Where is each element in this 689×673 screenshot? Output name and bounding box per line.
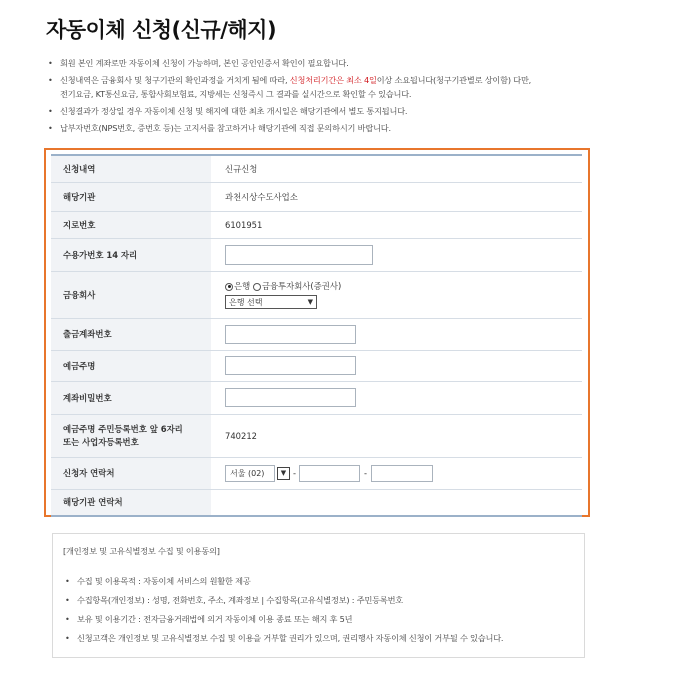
form-row-password [51, 381, 582, 414]
list-item [63, 575, 503, 594]
application-form [51, 154, 582, 517]
bullet: • [65, 576, 70, 586]
field-label: 금융회사 [51, 271, 211, 318]
form-row-holder [51, 350, 582, 381]
notice-text: 신청내역은 금융회사 및 청구기관의 확인과정을 거치게 됨에 따라, [60, 75, 290, 85]
form-row-customer [51, 238, 582, 271]
chevron-down-icon: ▼ [280, 468, 287, 477]
bank-select[interactable] [225, 295, 317, 309]
privacy-item-text: 신청고객은 개인정보 및 고유식별정보 수집 및 이용을 거부할 권리가 있으며, 권리행사 자동이체 신청이 거부될 수 있습니다. [77, 633, 504, 643]
field-label: 해당기관 [51, 182, 211, 211]
bank-select-value: 은행 선택 [229, 297, 263, 307]
field-cell [211, 457, 582, 489]
phone-middle-input[interactable] [299, 465, 360, 482]
notice-item [48, 104, 648, 118]
notice-text: 납부자번호(NPS번호, 증번호 등)는 고지서를 참고하거나 해당기관에 직접 문의하시기 바랍니다. [60, 123, 391, 133]
radio-securities-label[interactable]: 금융투자회사(증권사) [261, 281, 342, 291]
phone-last-input[interactable] [371, 465, 433, 482]
bullet: • [48, 75, 53, 85]
form-row-agency [51, 182, 582, 211]
privacy-item-text: 보유 및 이용기간 : 전자금융거래법에 의거 자동이체 이용 종료 또는 해지 후 5년 [77, 614, 353, 624]
page-title: 자동이체 신청(신규/해지) [46, 18, 277, 42]
id-number-value: 740212 [211, 414, 582, 457]
notice-item [48, 73, 648, 101]
field-cell [211, 381, 582, 414]
field-cell [211, 271, 582, 318]
privacy-title: [개인정보 및 고유식별정보 수집 및 이용동의] [63, 546, 220, 556]
list-item [63, 594, 503, 613]
privacy-item-text: 수집 및 이용목적 : 자동이체 서비스의 원활한 제공 [77, 576, 251, 586]
list-item [63, 632, 503, 651]
account-holder-input[interactable] [225, 356, 356, 375]
field-cell [211, 238, 582, 271]
giro-number-value: 6101951 [211, 211, 582, 238]
field-label: 출금계좌번호 [51, 318, 211, 350]
field-cell [211, 318, 582, 350]
agency-value: 과천시상수도사업소 [211, 182, 582, 211]
radio-bank[interactable] [225, 283, 233, 291]
list-item [63, 613, 503, 632]
notice-text: 전기요금, KT통신요금, 통합사회보험료, 지방세는 신청즉시 그 결과를 실시간으로 확인할 수 있습니다. [60, 89, 412, 99]
bullet: • [65, 633, 70, 643]
form-row-finance [51, 271, 582, 318]
field-label: 지로번호 [51, 211, 211, 238]
bullet: • [48, 123, 53, 133]
area-code-value: 서울 (02) [230, 468, 265, 478]
chevron-down-icon: ▼ [307, 298, 313, 306]
notice-text: 회원 본인 계좌로만 자동이체 신청이 가능하며, 본인 공인인증서 확인이 필요합니다. [60, 58, 349, 68]
form-row-account [51, 318, 582, 350]
field-label [51, 414, 211, 457]
field-label-line: 예금주명 주민등록번호 앞 6자리 [63, 423, 183, 434]
radio-securities[interactable] [253, 283, 261, 291]
notice-list [48, 56, 648, 138]
privacy-item-text: 수집항목(개인정보) : 성명, 전화번호, 주소, 계좌정보 | 수집항목(고유식별정보) : 주민등록번호 [77, 595, 404, 605]
application-type-value: 신규신청 [211, 155, 582, 182]
area-code-select[interactable] [225, 465, 275, 482]
customer-number-input[interactable] [225, 245, 373, 265]
notice-text: 신청결과가 정상일 경우 자동이체 신청 및 해지에 대한 최초 개시일은 해당기관에서 별도 통지됩니다. [60, 106, 408, 116]
agency-contact-value [211, 489, 582, 516]
account-number-input[interactable] [225, 325, 356, 344]
field-label: 신청자 연락처 [51, 457, 211, 489]
separator: - [364, 468, 368, 478]
bullet: • [48, 58, 53, 68]
notice-item [48, 56, 648, 70]
privacy-list [63, 575, 503, 651]
form-row-phone [51, 457, 582, 489]
form-row-idnum [51, 414, 582, 457]
area-code-dropdown-button[interactable] [277, 467, 290, 480]
bullet: • [48, 106, 53, 116]
form-row-type [51, 155, 582, 182]
field-label-line: 또는 사업자등록번호 [63, 436, 139, 447]
separator: - [293, 468, 297, 478]
field-label: 신청내역 [51, 155, 211, 182]
notice-text: 이상 소요됩니다(청구기관별로 상이함) 다만, [376, 75, 532, 85]
field-label: 계좌비밀번호 [51, 381, 211, 414]
privacy-consent-box [52, 533, 585, 658]
account-password-input[interactable] [225, 388, 356, 407]
field-label: 수용가번호 14 자리 [51, 238, 211, 271]
radio-bank-label[interactable]: 은행 [234, 281, 251, 291]
field-label: 해당기관 연락처 [51, 489, 211, 516]
form-row-agency-contact [51, 489, 582, 516]
field-label: 예금주명 [51, 350, 211, 381]
bullet: • [65, 595, 70, 605]
form-row-giro [51, 211, 582, 238]
bullet: • [65, 614, 70, 624]
notice-highlight: 신청처리기간은 최소 4일 [289, 75, 377, 85]
notice-item [48, 121, 648, 135]
field-cell [211, 350, 582, 381]
